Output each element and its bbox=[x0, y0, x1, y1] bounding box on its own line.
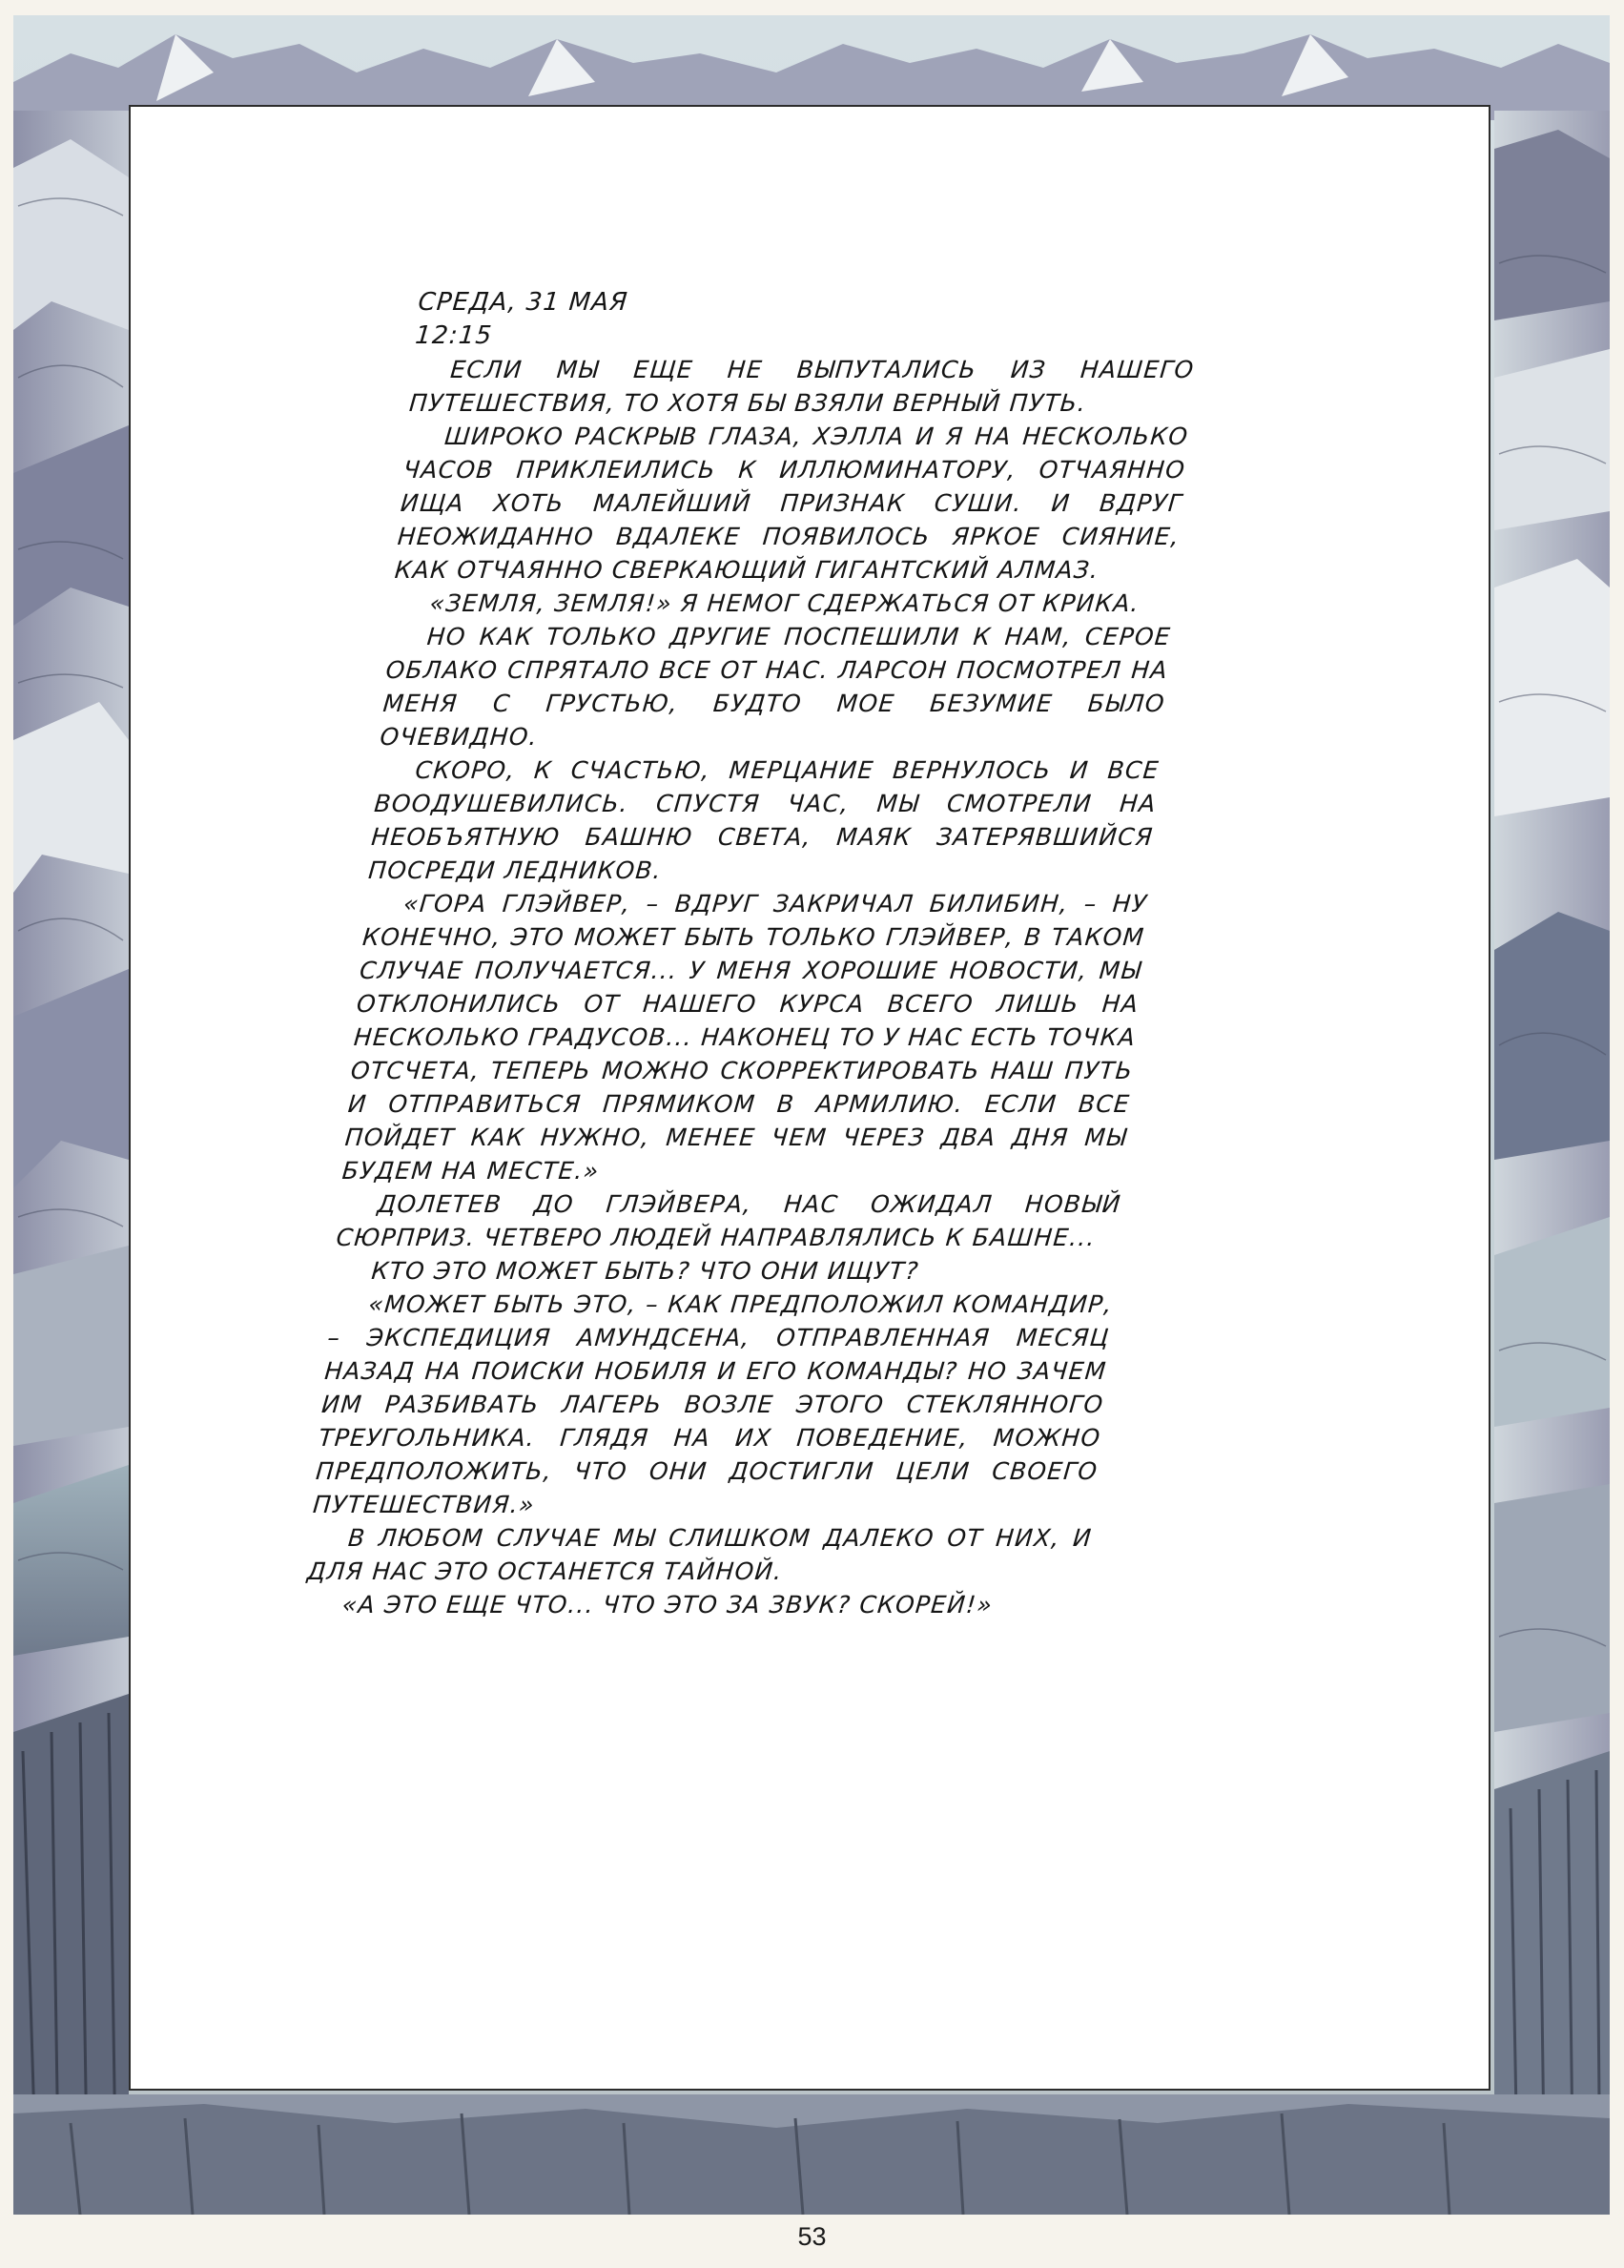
paragraph: «ЗЕМЛЯ, ЗЕМЛЯ!» Я НЕМОГ СДЕРЖАТЬСЯ ОТ КРИКА. bbox=[428, 589, 1141, 617]
page-number: 53 bbox=[797, 2222, 827, 2251]
entry-time: 12:15 bbox=[414, 321, 494, 350]
paragraph: ЕСЛИ МЫ ЕЩЕ НЕ ВЫПУТАЛИСЬ ИЗ НАШЕГО ПУТЕШЕСТВИЯ, ТО ХОТЯ БЫ ВЗЯЛИ ВЕРНЫЙ ПУТЬ. bbox=[408, 356, 1196, 417]
paragraph: ДОЛЕТЕВ ДО ГЛЭЙВЕРА, НАС ОЖИДАЛ НОВЫЙ СЮРПРИЗ. ЧЕТВЕРО ЛЮДЕЙ НАПРАВЛЯЛИСЬ К БАШНЕ... bbox=[335, 1190, 1123, 1251]
paragraph: «МОЖЕТ БЫТЬ ЭТО, – КАК ПРЕДПОЛОЖИЛ КОМАНДИР, – ЭКСПЕДИЦИЯ АМУНДСЕНА, ОТПРАВЛЕННАЯ МЕСЯЦ НАЗАД НА ПОИСКИ НОБИЛЯ И ЕГО КОМАНДЫ? НО ЗАЧЕМ ИМ РАЗБИВАТЬ ЛАГЕРЬ ВОЗЛЕ ЭТОГО СТЕКЛЯННОГО ТРЕУГОЛЬНИКА. ГЛЯДЯ НА ИХ ПОВЕДЕНИЕ, МОЖНО ПРЕДПОЛОЖИТЬ, ЧТО ОНИ ДОСТИГЛИ ЦЕЛИ СВОЕГО ПУТЕШЕСТВИЯ.» bbox=[311, 1290, 1114, 1518]
entry-date: СРЕДА, 31 МАЯ bbox=[417, 288, 629, 317]
paragraph: «ГОРА ГЛЭЙВЕР, – ВДРУГ ЗАКРИЧАЛ БИЛИБИН, – НУ КОНЕЧНО, ЭТО МОЖЕТ БЫТЬ ТОЛЬКО ГЛЭЙВЕР, В ТАКОМ СЛУЧАЕ ПОЛУЧАЕТСЯ... У МЕНЯ ХОРОШИЕ НОВОСТИ, МЫ ОТКЛОНИЛИСЬ ОТ НАШЕГО КУРСА ВСЕГО ЛИШЬ НА НЕСКОЛЬКО ГРАДУСОВ... НАКОНЕЦ ТО У НАС ЕСТЬ ТОЧКА ОТСЧЕТА, ТЕПЕРЬ МОЖНО СКОРРЕКТИРОВАТЬ НАШ ПУТЬ И ОТПРАВИТЬСЯ ПРЯМИКОМ В АРМИЛИЮ. ЕСЛИ ВСЕ ПОЙДЕТ КАК НУЖНО, МЕНЕЕ ЧЕМ ЧЕРЕЗ ДВА ДНЯ МЫ БУДЕМ НА МЕСТЕ.» bbox=[340, 890, 1149, 1185]
paragraph: НО КАК ТОЛЬКО ДРУГИЕ ПОСПЕШИЛИ К НАМ, СЕРОЕ ОБЛАКО СПРЯТАЛО ВСЕ ОТ НАС. ЛАРСОН ПОСМОТРЕЛ НА МЕНЯ С ГРУСТЬЮ, БУДТО МОЕ БЕЗУМИЕ БЫЛО ОЧЕВИДНО. bbox=[379, 623, 1173, 751]
paragraph: «А ЭТО ЕЩЕ ЧТО... ЧТО ЭТО ЗА ЗВУК? СКОРЕЙ!» bbox=[340, 1591, 995, 1619]
paragraph: КТО ЭТО МОЖЕТ БЫТЬ? ЧТО ОНИ ИЩУТ? bbox=[370, 1257, 920, 1285]
journal-entry bbox=[303, 286, 1202, 1621]
paragraph: ШИРОКО РАСКРЫВ ГЛАЗА, ХЭЛЛА И Я НА НЕСКОЛЬКО ЧАСОВ ПРИКЛЕИЛИСЬ К ИЛЛЮМИНАТОРУ, ОТЧАЯННО ИЩА ХОТЬ МАЛЕЙШИЙ ПРИЗНАК СУШИ. И ВДРУГ НЕОЖИДАННО ВДАЛЕКЕ ПОЯВИЛОСЬ ЯРКОЕ СИЯНИЕ, КАК ОТЧАЯННО СВЕРКАЮЩИЙ ГИГАНТСКИЙ АЛМАЗ. bbox=[393, 423, 1190, 584]
paragraph: СКОРО, К СЧАСТЬЮ, МЕРЦАНИЕ ВЕРНУЛОСЬ И ВСЕ ВООДУШЕВИЛИСЬ. СПУСТЯ ЧАС, МЫ СМОТРЕЛИ НА НЕОБЪЯТНУЮ БАШНЮ СВЕТА, МАЯК ЗАТЕРЯВШИЙСЯ ПОСРЕДИ ЛЕДНИКОВ. bbox=[367, 756, 1161, 884]
paragraph: В ЛЮБОМ СЛУЧАЕ МЫ СЛИШКОМ ДАЛЕКО ОТ НИХ, И ДЛЯ НАС ЭТО ОСТАНЕТСЯ ТАЙНОЙ. bbox=[305, 1524, 1094, 1585]
